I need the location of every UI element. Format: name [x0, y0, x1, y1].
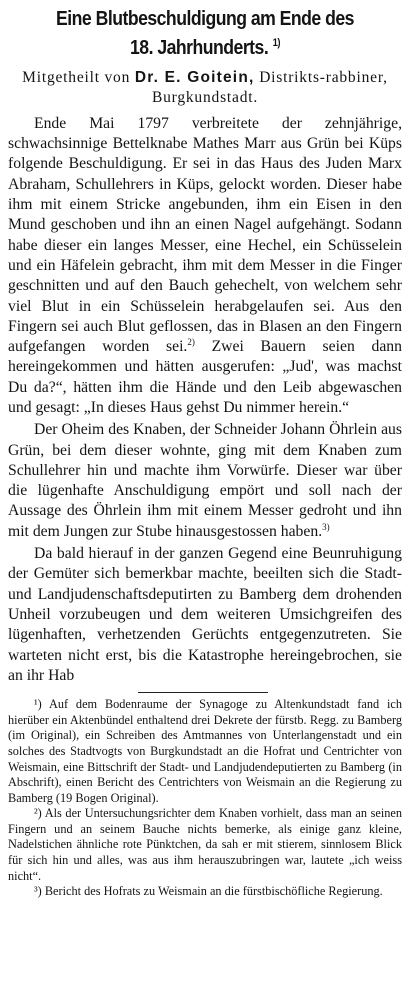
paragraph-3 — [8, 544, 402, 686]
article-title — [15, 6, 395, 60]
footnote-divider — [138, 692, 268, 693]
paragraph-3-text-a: Da bald hierauf in der ganzen Gegend eine Beunruhigung der Gemüter sich bemerkbar machte, beeilten sich die Stadt- und Landjudenschaftsdeputirten zu Bamberg dem drohenden Unheil vorzubeugen und dem weiteren Umsichgreifen des lügenhaften, verhetzenden Gerüchts entgegenzutreten. Sie warteten nicht erst, bis die Katastrophe hereingebrochen, sie an ihr Hab — [8, 545, 402, 684]
paragraph-2-text-a: Der Oheim des Knaben, der Schneider Johann Öhrlein aus Grün, bei dem dieser wohnte, ging mit dem Knaben zum Schullehrer hin und machte ihm Vorwürfe. Dieser war über die lügenhafte Anschuldigung empört und soll nach der Aussage des Öhrlein ihm mit einem Messer gedroht und ihn mit dem Jungen zur Stube hinausgestossen haben. — [8, 421, 402, 540]
footnote-ref-2: 2) — [187, 336, 195, 347]
byline — [8, 68, 402, 108]
footnote-1: ¹) Auf dem Bodenraume der Synagoge zu Altenkundstadt fand ich hierüber ein Aktenbündel enthaltend drei Dekrete der fürstb. Regg. zu Bamberg (im Original), ein Schreiben des Amtmannes von Unterlangenstadt und ein solches des Stadtvogts von Burgkundstadt an die Hofrat und Centrichter von Weismain, eine Bittschrift der Stadt- und Landjudendeputierten zu Bamberg (in Abschrift), einen Bericht des Centrichters von Weismain an die Regierung zu Bamberg (19 Bogen Original). — [8, 697, 402, 805]
title-line-1: Eine Blutbeschuldigung am Ende des — [56, 7, 354, 30]
title-line-2 — [15, 31, 395, 60]
footnote-ref-3: 3) — [322, 521, 330, 532]
footnotes — [8, 697, 402, 900]
paragraph-1 — [8, 114, 402, 418]
title-line-2-text: 18. Jahrhunderts. — [130, 35, 269, 59]
article-body — [8, 114, 402, 686]
footnote-2: ²) Als der Untersuchungsrichter dem Knaben vorhielt, dass man an seinen Fingern und an seinem Bauche nichts bemerke, als einige ganz kleine, Nadelstichen ähnliche rote Pünktchen, da sah er mit stierem, sinnlosem Blick für sich hin und alles, was aus ihm herauszubringen war, lautete „ich weiss nicht“. — [8, 806, 402, 883]
byline-prefix: Mitgetheilt von — [22, 68, 131, 86]
byline-suffix: Distrikts-rabbiner, Burgkundstadt. — [151, 68, 388, 106]
title-footnote-marker: 1) — [272, 37, 280, 49]
paragraph-2 — [8, 420, 402, 542]
paragraph-1-text-b: Zwei Bauern seien dann hereingekommen und hätten ausgerufen: „Jud', was machst Du da?“, hätten ihm die Hände und den Leib abgewaschen und gesagt: „In dieses Haus gehst Du nimmer herein.“ — [8, 338, 402, 416]
byline-author: Dr. E. Goitein, — [134, 68, 255, 86]
paragraph-1-text-a: Ende Mai 1797 verbreitete der zehnjährige, schwachsinnige Bettelknabe Mathes Marr aus Grün bei Küps folgende Beschuldigung. Er sei in das Haus des Juden Marx Abraham, Schullehrers in Küps, gelockt worden. Dieser habe ihm mit einem Stricke angebunden, ihm ein Eisen in den Mund geschoben und ihn an einen Nagel aufgehängt. Sodann habe dieser ein langes Messer, eine Hechel, ein Schüsselein und ein Häfelein gebracht, ihm mit dem Messer in die Finger geschnitten und auf den Bauch gehechelt, von welchem sehr viel Blut in ein Schüsselein herabgelaufen sei. Aus den Fingern sei auch Blut geflossen, das in Blasen an den Fingern aufgefangen worden sei. — [8, 114, 402, 356]
footnote-3: ³) Bericht des Hofrats zu Weismain an die fürstbischöfliche Regierung. — [34, 884, 383, 899]
